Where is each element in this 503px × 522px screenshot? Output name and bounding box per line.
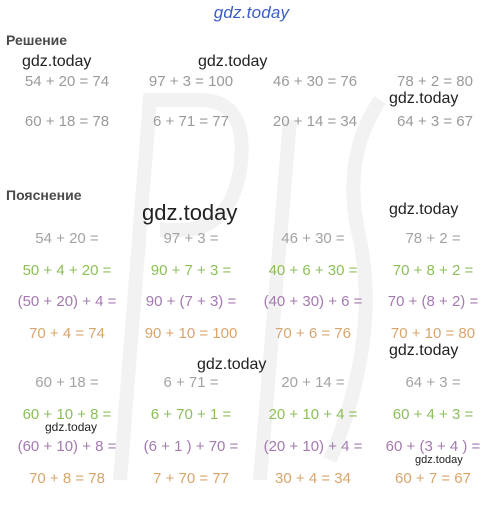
solution-expression: 64 + 3 = 67 [397,113,473,130]
explanation-expression: 97 + 3 = [163,230,219,247]
explanation-expression: 70 + 10 = 80 [390,325,476,342]
explanation-expression: 70 + 8 + 2 = [392,262,474,279]
explanation-expression: 60 + 7 = 67 [395,470,471,487]
explanation-expression: 60 + 18 = [35,374,99,391]
explanation-expression: (40 + 30) + 6 = [263,293,363,310]
explanation-expression: 90 + 7 + 3 = [150,262,232,279]
solution-expression: 46 + 30 = 76 [272,73,358,90]
solution-expression: 6 + 71 = 77 [153,113,229,130]
explanation-expression: 64 + 3 = [405,374,461,391]
explanation-expression: 90 + (7 + 3) = [145,293,237,310]
explanation-expression: 60 + 4 + 3 = [392,406,474,423]
explanation-expression: 40 + 6 + 30 = [268,262,358,279]
watermark-text: gdz.today [22,53,92,70]
explanation-expression: (20 + 10) + 4 = [263,438,363,455]
explanation-expression: 90 + 10 = 100 [144,325,238,342]
watermark-text: gdz.today [45,420,98,434]
solution-expression: 20 + 14 = 34 [272,113,358,130]
explanation-expression: 7 + 70 = 77 [153,470,229,487]
watermark-text: gdz.today [389,90,459,107]
explanation-expression: 6 + 71 = [163,374,219,391]
explanation-expression: 46 + 30 = [281,230,345,247]
explanation-expression: 54 + 20 = [35,230,99,247]
explanation-expression: 60 + 10 + 8 = [22,406,112,423]
explanation-expression: 70 + 6 = 76 [275,325,351,342]
explanation-expression: 30 + 4 = 34 [275,470,351,487]
watermark-text: gdz.today [142,200,238,225]
explanation-expression: 6 + 70 + 1 = [150,406,232,423]
explanation-expression: (50 + 20) + 4 = [17,293,117,310]
solution-expression: 60 + 18 = 78 [24,113,110,130]
explanation-heading: Пояснение [6,187,82,203]
watermark-text: gdz.today [198,53,268,70]
explanation-expression: 20 + 14 = [281,374,345,391]
explanation-expression: 78 + 2 = [405,230,461,247]
solution-expression: 97 + 3 = 100 [148,73,234,90]
solution-expression: 54 + 20 = 74 [24,73,110,90]
solution-expression: 78 + 2 = 80 [397,73,473,90]
explanation-expression: 60 + (3 + 4 ) = [385,438,481,455]
watermark-text: gdz.today [389,201,459,218]
watermark-text: gdz.today [389,342,459,359]
explanation-expression: 20 + 10 + 4 = [268,406,358,423]
explanation-expression: 70 + 4 = 74 [29,325,105,342]
solution-heading: Решение [6,32,68,48]
watermark-text: gdz.today [197,356,267,373]
site-title[interactable]: gdz.today [213,3,290,22]
explanation-expression: 70 + 8 = 78 [29,470,105,487]
watermark-text: gdz.today [415,454,463,466]
explanation-expression: 50 + 4 + 20 = [22,262,112,279]
explanation-expression: (60 + 10) + 8 = [17,438,117,455]
explanation-expression: 70 + (8 + 2) = [387,293,479,310]
explanation-expression: (6 + 1 ) + 70 = [143,438,239,455]
